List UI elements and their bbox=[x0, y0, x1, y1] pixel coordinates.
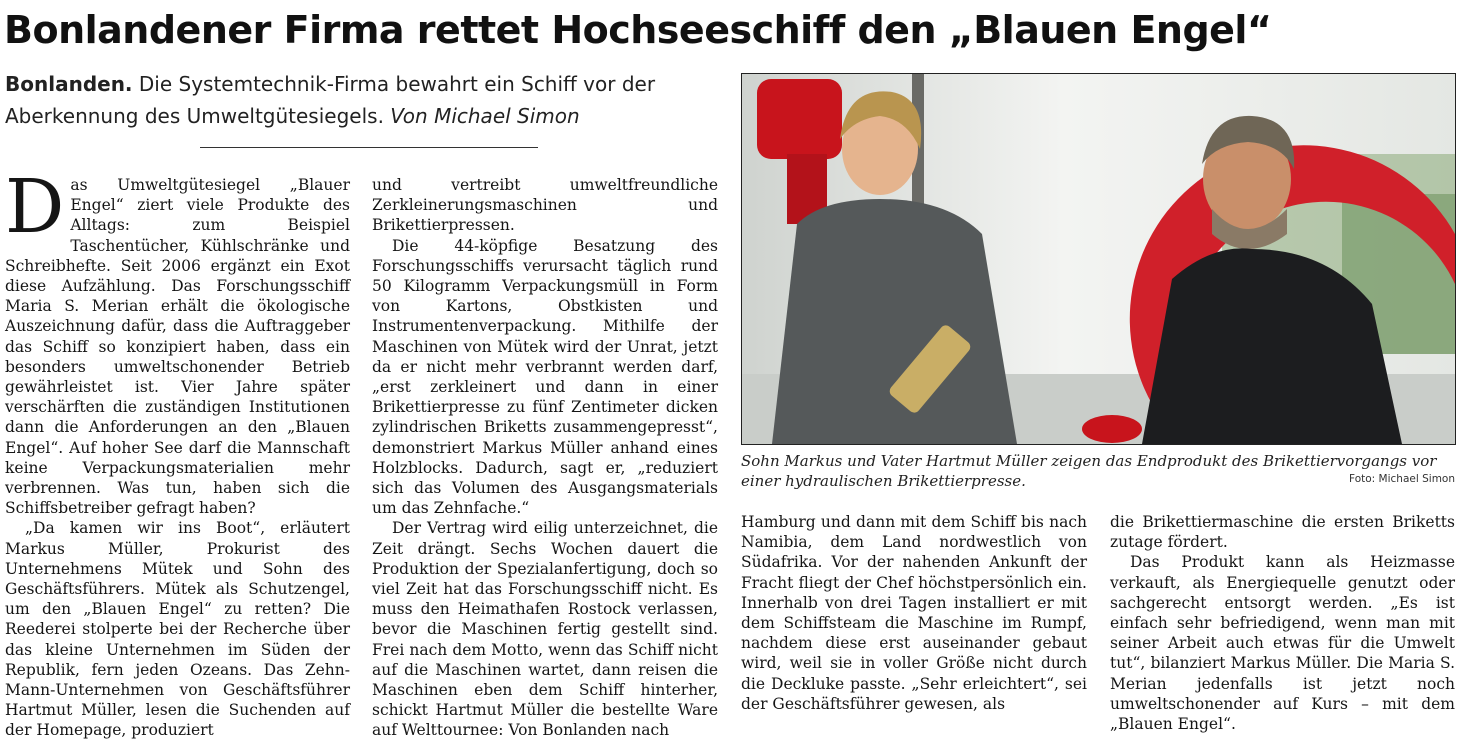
lead-paragraph bbox=[5, 68, 705, 132]
article-paragraph: und vertreibt umweltfreundliche Zerkleinerungsmaschinen und Brikettierpressen. bbox=[372, 176, 718, 235]
article-paragraph: die Brikettiermaschine die ersten Briketts zutage fördert. bbox=[1110, 513, 1455, 552]
photo-caption: Sohn Markus und Vater Hartmut Müller zeigen das Endprodukt des Brikettiervorgangs vor einer hydraulischen Brikettierpresse. bbox=[741, 452, 1437, 490]
headline: Bonlandener Firma rettet Hochseeschiff den „Blauen Engel“ bbox=[4, 8, 1272, 52]
article-photo bbox=[741, 73, 1456, 445]
article-paragraph: Das Umweltgütesiegel „Blauer Engel“ ziert viele Produkte des Alltags: zum Beispiel Taschentücher, Kühlschränke und Schreibhefte. Seit 2006 ergänzt ein Exot diese Aufzählung. Das Forschungsschiff Maria S. Merian erhält die ökologische Auszeichnung dafür, dass die Auftraggeber das Schiff so konzipiert haben, dass ein besonders umweltschonender Betrieb gewährleistet ist. Vier Jahre später verschärften die zuständigen Institutionen dann die Anforderungen an den „Blauen Engel“. Auf hoher See darf die Mannschaft keine Verpackungsmaterialien mehr verbrennen. Was tun, haben sich die Schiffsbetreiber gefragt haben? bbox=[5, 164, 350, 518]
drop-cap: D bbox=[5, 164, 65, 250]
article-column-1 bbox=[5, 164, 350, 741]
article-column-2 bbox=[372, 175, 718, 741]
article-column-3 bbox=[741, 512, 1087, 714]
article-paragraph: Hamburg und dann mit dem Schiff bis nach Namibia, dem Land nordwestlich von Südafrika. Vor der nahenden Ankunft der Fracht fliegt der Chef höchstpersönlich ein. Innerhalb von drei Tagen installiert er mit dem Schiffsteam die Maschine im Rumpf, nachdem diese erst auseinander gebaut wird, weil sie in voller Größe nicht durch die Deckluke passte. „Sehr erleichtert“, sei der Geschäftsführer gewesen, als bbox=[741, 513, 1087, 713]
divider-rule bbox=[200, 147, 538, 148]
photo-illustration bbox=[742, 74, 1455, 444]
photo-credit: Foto: Michael Simon bbox=[1349, 473, 1455, 485]
article-paragraph: Die 44-köpfige Besatzung des Forschungsschiffs verursacht täglich rund 50 Kilogramm Verpackungsmüll in Form von Kartons, Obstkisten und Instrumentenverpackung. Mithilfe der Maschinen von Mütek wird der Unrat, jetzt da er nicht mehr verbrannt werden darf, „erst zerkleinert und dann in einer Brikettierpresse zu fünf Zentimeter dicken zylindrischen Briketts zusammengepresst“, demonstriert Markus Müller anhand eines Holzblocks. Dadurch, sagt er, „reduziert sich das Volumen des Ausgangsmaterials um das Zehnfache.“ bbox=[372, 236, 718, 518]
article-paragraph: Der Vertrag wird eilig unterzeichnet, die Zeit drängt. Sechs Wochen dauert die Produktion der Spezialanfertigung, doch so viel Zeit hat das Forschungsschiff nicht. Es muss den Heimathafen Rostock verlassen, bevor die Maschinen fertig gestellt sind. Frei nach dem Motto, wenn das Schiff nicht auf die Maschinen wartet, dann reisen die Maschinen eben dem Schiff hinterher, schickt Hartmut Müller die bestellte Ware auf Welttournee: Von Bonlanden nach bbox=[372, 519, 718, 740]
article-column-4 bbox=[1110, 512, 1455, 734]
lead-text: Die Systemtechnik-Firma bewahrt ein Schiff vor der Aberkennung des Umweltgütesiegels. bbox=[5, 72, 656, 128]
lead-place: Bonlanden. bbox=[5, 72, 133, 96]
article-paragraph: Das Produkt kann als Heizmasse verkauft, als Energiequelle genutzt oder sachgerecht entsorgt werden. „Es ist einfach sehr befriedigend, wenn man mit seiner Arbeit auch etwas für die Umwelt tut“, bilanziert Markus Müller. Die Maria S. Merian jedenfalls ist jetzt noch umweltschonender auf Kurs – mit dem „Blauen Engel“. bbox=[1110, 553, 1455, 734]
author-byline: Von Michael Simon bbox=[390, 104, 580, 128]
article-paragraph: „Da kamen wir ins Boot“, erläutert Markus Müller, Prokurist des Unternehmens Mütek und Sohn des Geschäftsführers. Mütek als Schutzengel, um den „Blauen Engel“ zu retten? Die Reederei stolperte bei der Recherche über das kleine Unternehmen im Süden der Republik, fern jeden Ozeans. Das Zehn-Mann-Unternehmen von Geschäftsführer Hartmut Müller, lesen die Suchenden auf der Homepage, produziert bbox=[5, 519, 350, 740]
